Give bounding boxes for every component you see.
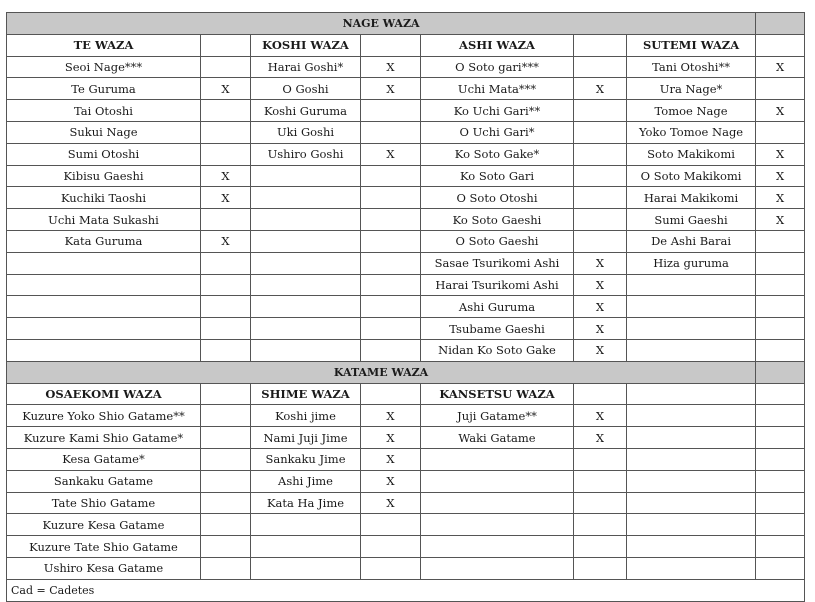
technique-cell — [421, 536, 574, 558]
mark-cell — [756, 536, 805, 558]
technique-cell — [627, 470, 756, 492]
technique-cell: Nami Juji Jime — [251, 427, 361, 449]
mark-cell — [201, 121, 251, 143]
mark-cell — [361, 121, 421, 143]
mark-cell — [361, 318, 421, 340]
technique-cell: O Soto Otoshi — [421, 187, 574, 209]
table-row — [7, 557, 805, 579]
mark-cell — [756, 230, 805, 252]
mark-cell: X — [361, 492, 421, 514]
table-row — [7, 274, 805, 296]
technique-cell: Ashi Guruma — [421, 296, 574, 318]
mark-cell: X — [574, 405, 627, 427]
mark-cell — [361, 536, 421, 558]
katame-section-header — [7, 361, 805, 383]
mark-cell — [574, 209, 627, 231]
judo-techniques-table-container — [6, 12, 805, 602]
mark-cell: X — [361, 143, 421, 165]
technique-cell: O Soto Makikomi — [627, 165, 756, 187]
technique-cell — [627, 514, 756, 536]
technique-cell — [627, 557, 756, 579]
table-row — [7, 121, 805, 143]
mark-cell: X — [201, 187, 251, 209]
technique-cell — [627, 448, 756, 470]
mark-cell — [361, 209, 421, 231]
technique-cell — [251, 514, 361, 536]
mark-cell — [201, 209, 251, 231]
technique-cell — [251, 274, 361, 296]
mark-cell — [361, 557, 421, 579]
technique-cell: Te Guruma — [7, 78, 201, 100]
technique-cell: O Uchi Gari* — [421, 121, 574, 143]
technique-cell: Sankaku Gatame — [7, 470, 201, 492]
mark-cell — [574, 121, 627, 143]
footnote: Cad = Cadetes — [7, 579, 805, 601]
column-header: SHIME WAZA — [251, 383, 361, 405]
technique-cell: Ko Soto Gake* — [421, 143, 574, 165]
mark-cell — [574, 100, 627, 122]
mark-cell — [201, 100, 251, 122]
technique-cell: Sankaku Jime — [251, 448, 361, 470]
mark-cell: X — [574, 274, 627, 296]
technique-cell: Harai Goshi* — [251, 56, 361, 78]
mark-cell — [756, 427, 805, 449]
technique-cell — [251, 165, 361, 187]
mark-cell — [361, 187, 421, 209]
technique-cell — [251, 557, 361, 579]
technique-cell — [251, 296, 361, 318]
mark-cell — [361, 100, 421, 122]
technique-cell: Koshi jime — [251, 405, 361, 427]
mark-cell: X — [574, 339, 627, 361]
technique-cell: Seoi Nage*** — [7, 56, 201, 78]
technique-cell: O Soto gari*** — [421, 56, 574, 78]
column-header — [574, 383, 627, 405]
mark-cell — [201, 470, 251, 492]
mark-cell: X — [201, 230, 251, 252]
table-row — [7, 56, 805, 78]
technique-cell: Soto Makikomi — [627, 143, 756, 165]
mark-cell — [574, 514, 627, 536]
mark-cell — [756, 514, 805, 536]
technique-cell: Ushiro Goshi — [251, 143, 361, 165]
mark-cell — [756, 252, 805, 274]
table-row — [7, 405, 805, 427]
mark-cell — [574, 187, 627, 209]
column-header — [201, 383, 251, 405]
table-row — [7, 209, 805, 231]
mark-cell — [756, 121, 805, 143]
table-row — [7, 187, 805, 209]
technique-cell — [7, 274, 201, 296]
technique-cell: Tsubame Gaeshi — [421, 318, 574, 340]
mark-cell — [201, 252, 251, 274]
nage-section-title: NAGE WAZA — [7, 13, 756, 35]
nage-section-header — [7, 13, 805, 35]
technique-cell: Kata Guruma — [7, 230, 201, 252]
technique-cell — [7, 296, 201, 318]
table-row — [7, 448, 805, 470]
mark-cell — [361, 296, 421, 318]
empty-cell — [756, 361, 805, 383]
technique-cell: Waki Gatame — [421, 427, 574, 449]
mark-cell: X — [361, 78, 421, 100]
mark-cell: X — [361, 448, 421, 470]
mark-cell — [201, 274, 251, 296]
technique-cell: Ushiro Kesa Gatame — [7, 557, 201, 579]
nage-column-headers — [7, 34, 805, 56]
mark-cell: X — [756, 165, 805, 187]
table-row — [7, 165, 805, 187]
technique-cell — [251, 230, 361, 252]
mark-cell — [756, 405, 805, 427]
katame-column-headers — [7, 383, 805, 405]
mark-cell — [574, 557, 627, 579]
mark-cell — [574, 165, 627, 187]
technique-cell — [7, 252, 201, 274]
technique-cell: Harai Makikomi — [627, 187, 756, 209]
column-header: OSAEKOMI WAZA — [7, 383, 201, 405]
mark-cell — [574, 230, 627, 252]
technique-cell — [7, 318, 201, 340]
katame-section-title: KATAME WAZA — [7, 361, 756, 383]
mark-cell — [201, 427, 251, 449]
mark-cell — [756, 318, 805, 340]
technique-cell: Ko Uchi Gari** — [421, 100, 574, 122]
technique-cell — [627, 296, 756, 318]
table-row — [7, 252, 805, 274]
technique-cell — [421, 514, 574, 536]
technique-cell: Juji Gatame** — [421, 405, 574, 427]
technique-cell — [627, 274, 756, 296]
mark-cell: X — [756, 100, 805, 122]
judo-techniques-table — [6, 12, 805, 602]
table-row — [7, 296, 805, 318]
technique-cell — [251, 187, 361, 209]
technique-cell: Kuchiki Taoshi — [7, 187, 201, 209]
technique-cell: Tate Shio Gatame — [7, 492, 201, 514]
mark-cell — [201, 492, 251, 514]
technique-cell — [421, 448, 574, 470]
mark-cell — [201, 339, 251, 361]
mark-cell: X — [201, 78, 251, 100]
mark-cell: X — [756, 143, 805, 165]
table-row — [7, 492, 805, 514]
column-header — [574, 34, 627, 56]
technique-cell — [627, 339, 756, 361]
column-header: TE WAZA — [7, 34, 201, 56]
column-header: SUTEMI WAZA — [627, 34, 756, 56]
technique-cell: Uki Goshi — [251, 121, 361, 143]
technique-cell — [627, 318, 756, 340]
technique-cell: Sasae Tsurikomi Ashi — [421, 252, 574, 274]
footnote-row — [7, 579, 805, 601]
mark-cell — [361, 339, 421, 361]
technique-cell — [421, 557, 574, 579]
mark-cell — [201, 536, 251, 558]
mark-cell — [574, 492, 627, 514]
technique-cell: Tai Otoshi — [7, 100, 201, 122]
technique-cell: Tomoe Nage — [627, 100, 756, 122]
mark-cell: X — [361, 470, 421, 492]
technique-cell: Kuzure Tate Shio Gatame — [7, 536, 201, 558]
mark-cell: X — [361, 56, 421, 78]
column-header — [361, 34, 421, 56]
technique-cell: Kuzure Kesa Gatame — [7, 514, 201, 536]
column-header: KANSETSU WAZA — [421, 383, 574, 405]
mark-cell: X — [361, 427, 421, 449]
mark-cell — [756, 78, 805, 100]
mark-cell: X — [574, 296, 627, 318]
technique-cell: Sumi Otoshi — [7, 143, 201, 165]
technique-cell: Uchi Mata*** — [421, 78, 574, 100]
technique-cell: Tani Otoshi** — [627, 56, 756, 78]
table-row — [7, 470, 805, 492]
technique-cell: Ko Soto Gaeshi — [421, 209, 574, 231]
mark-cell — [201, 296, 251, 318]
mark-cell: X — [574, 427, 627, 449]
mark-cell — [756, 470, 805, 492]
mark-cell — [201, 514, 251, 536]
technique-cell: Yoko Tomoe Nage — [627, 121, 756, 143]
technique-cell — [251, 209, 361, 231]
mark-cell — [361, 274, 421, 296]
technique-cell: De Ashi Barai — [627, 230, 756, 252]
mark-cell — [361, 230, 421, 252]
mark-cell — [201, 448, 251, 470]
table-row — [7, 143, 805, 165]
table-row — [7, 339, 805, 361]
table-row — [7, 230, 805, 252]
technique-cell: O Soto Gaeshi — [421, 230, 574, 252]
mark-cell — [574, 448, 627, 470]
column-header — [756, 34, 805, 56]
technique-cell: O Goshi — [251, 78, 361, 100]
mark-cell — [574, 56, 627, 78]
column-header — [627, 383, 756, 405]
column-header — [361, 383, 421, 405]
mark-cell — [756, 557, 805, 579]
table-row — [7, 78, 805, 100]
technique-cell — [251, 318, 361, 340]
mark-cell — [361, 252, 421, 274]
technique-cell: Sumi Gaeshi — [627, 209, 756, 231]
technique-cell: Ashi Jime — [251, 470, 361, 492]
column-header: ASHI WAZA — [421, 34, 574, 56]
technique-cell — [7, 339, 201, 361]
mark-cell: X — [574, 252, 627, 274]
technique-cell — [421, 470, 574, 492]
mark-cell — [201, 405, 251, 427]
mark-cell: X — [574, 78, 627, 100]
technique-cell: Kuzure Yoko Shio Gatame** — [7, 405, 201, 427]
technique-cell — [627, 492, 756, 514]
technique-cell — [421, 492, 574, 514]
table-row — [7, 318, 805, 340]
table-body — [7, 13, 805, 602]
mark-cell — [574, 143, 627, 165]
technique-cell — [251, 339, 361, 361]
mark-cell — [574, 536, 627, 558]
mark-cell — [201, 318, 251, 340]
technique-cell — [251, 252, 361, 274]
mark-cell — [756, 339, 805, 361]
mark-cell — [756, 296, 805, 318]
mark-cell — [201, 143, 251, 165]
technique-cell: Ko Soto Gari — [421, 165, 574, 187]
technique-cell — [627, 536, 756, 558]
mark-cell — [574, 470, 627, 492]
table-row — [7, 100, 805, 122]
mark-cell: X — [756, 187, 805, 209]
technique-cell — [251, 536, 361, 558]
technique-cell: Hiza guruma — [627, 252, 756, 274]
mark-cell — [756, 448, 805, 470]
technique-cell: Ura Nage* — [627, 78, 756, 100]
technique-cell: Kesa Gatame* — [7, 448, 201, 470]
technique-cell: Uchi Mata Sukashi — [7, 209, 201, 231]
mark-cell: X — [756, 209, 805, 231]
mark-cell — [201, 56, 251, 78]
table-row — [7, 514, 805, 536]
table-row — [7, 536, 805, 558]
technique-cell: Sukui Nage — [7, 121, 201, 143]
column-header: KOSHI WAZA — [251, 34, 361, 56]
mark-cell: X — [201, 165, 251, 187]
column-header — [201, 34, 251, 56]
mark-cell — [756, 492, 805, 514]
mark-cell — [756, 274, 805, 296]
table-row — [7, 427, 805, 449]
technique-cell: Harai Tsurikomi Ashi — [421, 274, 574, 296]
mark-cell — [361, 165, 421, 187]
technique-cell: Nidan Ko Soto Gake — [421, 339, 574, 361]
mark-cell: X — [756, 56, 805, 78]
technique-cell: Koshi Guruma — [251, 100, 361, 122]
mark-cell — [201, 557, 251, 579]
technique-cell — [627, 405, 756, 427]
technique-cell — [627, 427, 756, 449]
technique-cell: Kuzure Kami Shio Gatame* — [7, 427, 201, 449]
mark-cell: X — [361, 405, 421, 427]
mark-cell — [361, 514, 421, 536]
mark-cell: X — [574, 318, 627, 340]
empty-cell — [756, 13, 805, 35]
column-header — [756, 383, 805, 405]
technique-cell: Kata Ha Jime — [251, 492, 361, 514]
technique-cell: Kibisu Gaeshi — [7, 165, 201, 187]
